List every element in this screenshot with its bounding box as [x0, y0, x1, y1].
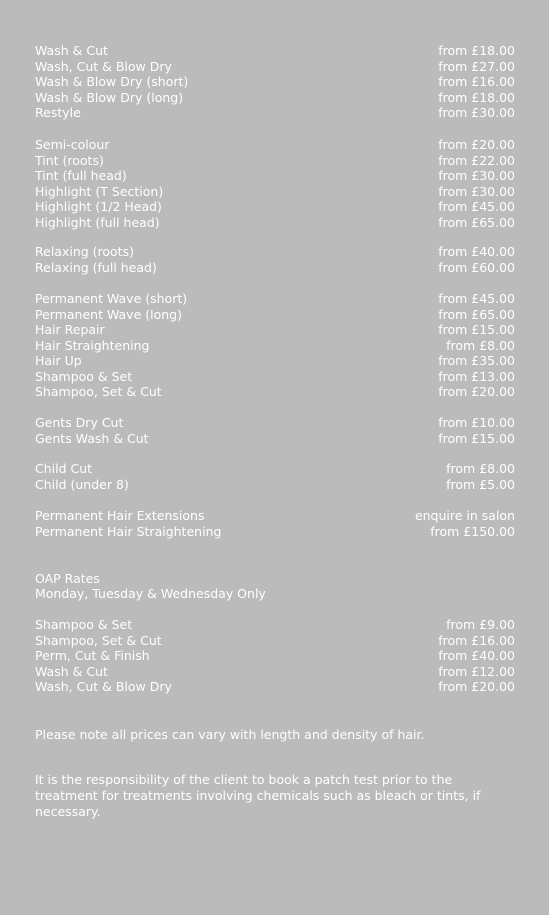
service-price: from £8.00 [446, 461, 515, 476]
price-row [35, 59, 515, 75]
price-row [35, 215, 515, 231]
service-price: from £13.00 [438, 368, 515, 384]
service-name: Wash & Blow Dry (long) [35, 89, 184, 105]
price-row [35, 431, 515, 447]
oap-title: OAP Rates [35, 571, 100, 586]
service-price: from £65.00 [438, 306, 515, 322]
price-row [35, 260, 515, 276]
price-row [35, 369, 515, 385]
service-name: Relaxing (roots) [35, 244, 134, 259]
service-price: from £45.00 [438, 199, 515, 214]
service-name: Gents Wash & Cut [35, 430, 149, 446]
service-price: from £65.00 [438, 214, 515, 230]
service-name: Highlight (1/2 Head) [35, 199, 162, 214]
price-row [35, 508, 515, 524]
price-row [35, 461, 515, 477]
price-row [35, 244, 515, 260]
price-row [35, 105, 515, 121]
service-price: enquire in salon [414, 508, 515, 523]
service-price: from £5.00 [446, 476, 515, 492]
price-row [35, 291, 515, 307]
price-group-cuts [35, 43, 515, 121]
service-price: from £20.00 [438, 137, 515, 152]
price-row [35, 617, 515, 633]
price-group-perms [35, 291, 515, 400]
service-price: from £22.00 [438, 152, 515, 168]
service-name: Wash & Blow Dry (short) [35, 74, 189, 89]
price-group-colour [35, 137, 515, 230]
service-name: Permanent Wave (long) [35, 306, 182, 322]
service-name: Wash, Cut & Blow Dry [35, 679, 172, 694]
service-name: Permanent Wave (short) [35, 291, 188, 306]
service-name: Wash & Cut [35, 43, 108, 58]
service-price: from £18.00 [438, 43, 515, 58]
price-group-child [35, 461, 515, 492]
service-price: from £10.00 [438, 415, 515, 430]
service-name: Shampoo & Set [35, 617, 133, 632]
service-name: Child Cut [35, 461, 93, 476]
price-row [35, 384, 515, 400]
service-name: Child (under 8) [35, 476, 129, 492]
price-row [35, 137, 515, 153]
service-name: Permanent Hair Extensions [35, 508, 205, 523]
service-price: from £15.00 [438, 322, 515, 337]
service-price: from £27.00 [438, 58, 515, 74]
service-name: Gents Dry Cut [35, 415, 124, 430]
price-group-oap [35, 617, 515, 695]
price-row [35, 74, 515, 90]
service-price: from £12.00 [438, 663, 515, 679]
price-row [35, 43, 515, 59]
service-price: from £8.00 [446, 337, 515, 353]
price-group-extensions [35, 508, 515, 539]
service-name: Highlight (full head) [35, 214, 160, 230]
price-row [35, 199, 515, 215]
price-row [35, 90, 515, 106]
price-row [35, 338, 515, 354]
service-price: from £20.00 [438, 679, 515, 694]
service-price: from £20.00 [438, 384, 515, 399]
service-price: from £40.00 [438, 244, 515, 259]
service-price: from £16.00 [438, 632, 515, 648]
service-price: from £40.00 [438, 648, 515, 663]
price-group-relaxing [35, 244, 515, 275]
service-name: Hair Repair [35, 322, 105, 337]
service-name: Hair Straightening [35, 337, 150, 353]
price-row [35, 307, 515, 323]
oap-subtitle: Monday, Tuesday & Wednesday Only [35, 586, 266, 601]
service-name: Tint (full head) [35, 168, 127, 183]
price-group-gents [35, 415, 515, 446]
service-price: from £45.00 [438, 291, 515, 306]
price-row [35, 524, 515, 540]
service-price: from £15.00 [438, 430, 515, 446]
service-name: Perm, Cut & Finish [35, 648, 150, 663]
service-name: Relaxing (full head) [35, 259, 157, 275]
service-price: from £30.00 [438, 183, 515, 199]
price-row [35, 353, 515, 369]
service-price: from £9.00 [446, 617, 515, 632]
price-row [35, 168, 515, 184]
service-name: Tint (roots) [35, 152, 104, 168]
price-row [35, 648, 515, 664]
service-name: Permanent Hair Straightening [35, 523, 222, 539]
note-patch-test: It is the responsibility of the client to book a patch test prior to the treatment for treatments involving chemicals such as bleach or tints, if necessary. [35, 772, 481, 819]
note-prices-vary: Please note all prices can vary with length and density of hair. [35, 727, 425, 742]
price-row [35, 679, 515, 695]
service-name: Shampoo, Set & Cut [35, 632, 162, 648]
price-row [35, 322, 515, 338]
service-name: Wash & Cut [35, 663, 108, 679]
price-row [35, 633, 515, 649]
price-row [35, 153, 515, 169]
price-row [35, 664, 515, 680]
service-name: Highlight (T Section) [35, 183, 164, 199]
service-price: from £150.00 [430, 523, 515, 539]
service-name: Wash, Cut & Blow Dry [35, 58, 172, 74]
service-name: Hair Up [35, 353, 82, 368]
service-price: from £16.00 [438, 74, 515, 89]
service-name: Shampoo, Set & Cut [35, 384, 162, 399]
service-name: Shampoo & Set [35, 368, 133, 384]
service-name: Restyle [35, 105, 81, 120]
service-price: from £35.00 [438, 353, 515, 368]
price-row [35, 184, 515, 200]
service-price: from £30.00 [438, 168, 515, 183]
service-name: Semi-colour [35, 137, 110, 152]
price-row [35, 477, 515, 493]
service-price: from £30.00 [438, 105, 515, 120]
service-price: from £60.00 [438, 259, 515, 275]
service-price: from £18.00 [438, 89, 515, 105]
price-row [35, 415, 515, 431]
